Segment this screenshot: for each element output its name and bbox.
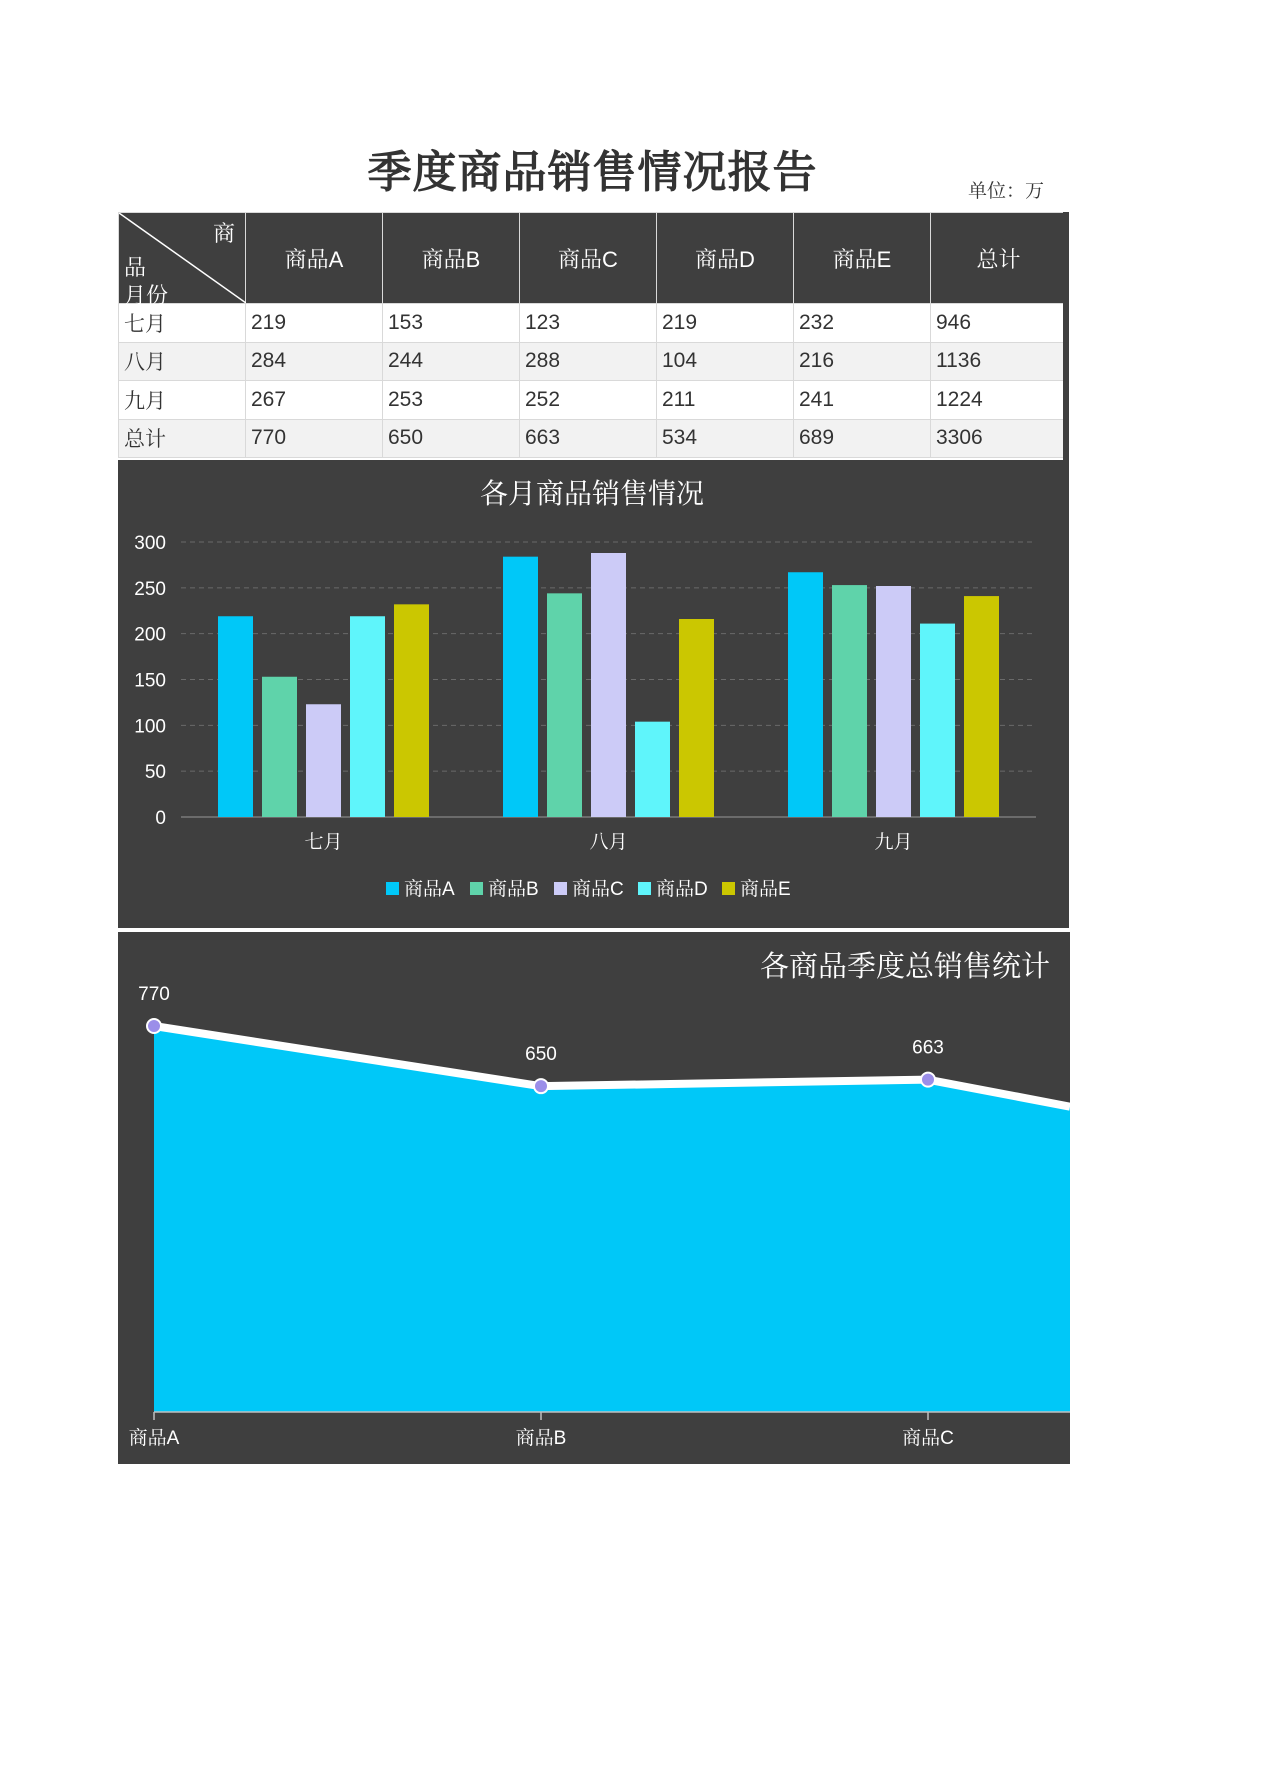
table-cell: 219 [657,304,794,343]
x-tick-label: 七月 [304,832,343,853]
quarterly-area-chart [118,932,1070,1464]
y-tick-label: 50 [144,762,166,784]
data-point-marker [534,1079,548,1093]
legend-label: 商品E [740,879,791,900]
x-tick-label: 商品C [902,1428,954,1449]
legend-swatch [470,882,483,895]
table-cell: 总计 [119,419,246,458]
table-cell: 123 [520,304,657,343]
monthly-bar-chart [118,460,1066,928]
table-cell: 八月 [119,342,246,381]
bar [350,616,385,817]
column-header: 商品D [657,213,794,304]
area-chart-svg [118,932,1070,1464]
table-cell: 244 [383,342,520,381]
bar [547,593,582,817]
bar [876,586,911,817]
y-tick-label: 200 [134,624,166,646]
unit-label: 单位：万 [968,181,1045,202]
table-cell: 3306 [931,419,1067,458]
table-row [119,419,1067,458]
column-header: 总计 [931,213,1067,304]
legend-label: 商品B [488,879,539,900]
legend-swatch [386,882,399,895]
legend-swatch [554,882,567,895]
table-cell: 1136 [931,342,1067,381]
table-cell: 267 [246,381,383,420]
corner-label-mid: 品 [124,255,147,280]
table-row [119,304,1067,343]
y-tick-label: 100 [134,716,166,738]
bar [964,596,999,817]
table-row [119,381,1067,420]
table-row [119,342,1067,381]
x-tick-label: 商品A [128,1428,180,1449]
table-cell: 216 [794,342,931,381]
table-cell: 153 [383,304,520,343]
table-cell: 534 [657,419,794,458]
bar [635,722,670,817]
corner-label-top: 商 [212,221,235,246]
data-label: 650 [525,1044,557,1066]
bar [832,585,867,817]
column-header: 商品B [383,213,520,304]
bar [920,624,955,817]
bar-chart-svg [118,460,1066,928]
legend-swatch [722,882,735,895]
table-cell: 650 [383,419,520,458]
table-cell: 211 [657,381,794,420]
column-header: 商品C [520,213,657,304]
corner-label-bottom: 月份 [124,283,169,308]
data-label: 663 [912,1037,944,1059]
data-point-marker [921,1073,935,1087]
bar [679,619,714,817]
table-cell: 232 [794,304,931,343]
table-cell: 九月 [119,381,246,420]
y-tick-label: 150 [134,670,166,692]
y-tick-label: 0 [155,808,166,829]
y-tick-label: 300 [134,533,166,554]
chart-title: 各商品季度总销售统计 [759,951,1050,983]
table-cell: 219 [246,304,383,343]
table-cell: 288 [520,342,657,381]
table-cell: 946 [931,304,1067,343]
table-cell: 284 [246,342,383,381]
legend-swatch [638,882,651,895]
chart-title: 各月商品销售情况 [479,478,705,509]
y-tick-label: 250 [134,578,166,600]
bar [503,557,538,817]
x-tick-label: 九月 [874,832,913,853]
column-header: 商品A [246,213,383,304]
bar [218,616,253,817]
bar [788,572,823,817]
table-cell: 253 [383,381,520,420]
sales-table [118,212,1067,458]
bar [591,553,626,817]
bar [394,604,429,817]
bar [306,704,341,817]
x-tick-label: 商品B [515,1428,567,1449]
legend-label: 商品C [572,879,624,900]
x-tick-label: 八月 [589,832,628,853]
table-cell: 770 [246,419,383,458]
table-header-row [119,213,1067,304]
report-title: 季度商品销售情况报告 [367,148,818,197]
table-cell: 689 [794,419,931,458]
table-cell: 241 [794,381,931,420]
data-label: 770 [138,984,170,1005]
table-cell: 1224 [931,381,1067,420]
legend-label: 商品D [656,879,708,900]
table-cell: 七月 [119,304,246,343]
legend-label: 商品A [404,879,455,900]
corner-header [119,213,246,308]
data-point-marker [147,1019,161,1033]
column-header: 商品E [794,213,931,304]
table-cell: 252 [520,381,657,420]
bar [262,677,297,817]
table-cell: 663 [520,419,657,458]
table-cell: 104 [657,342,794,381]
